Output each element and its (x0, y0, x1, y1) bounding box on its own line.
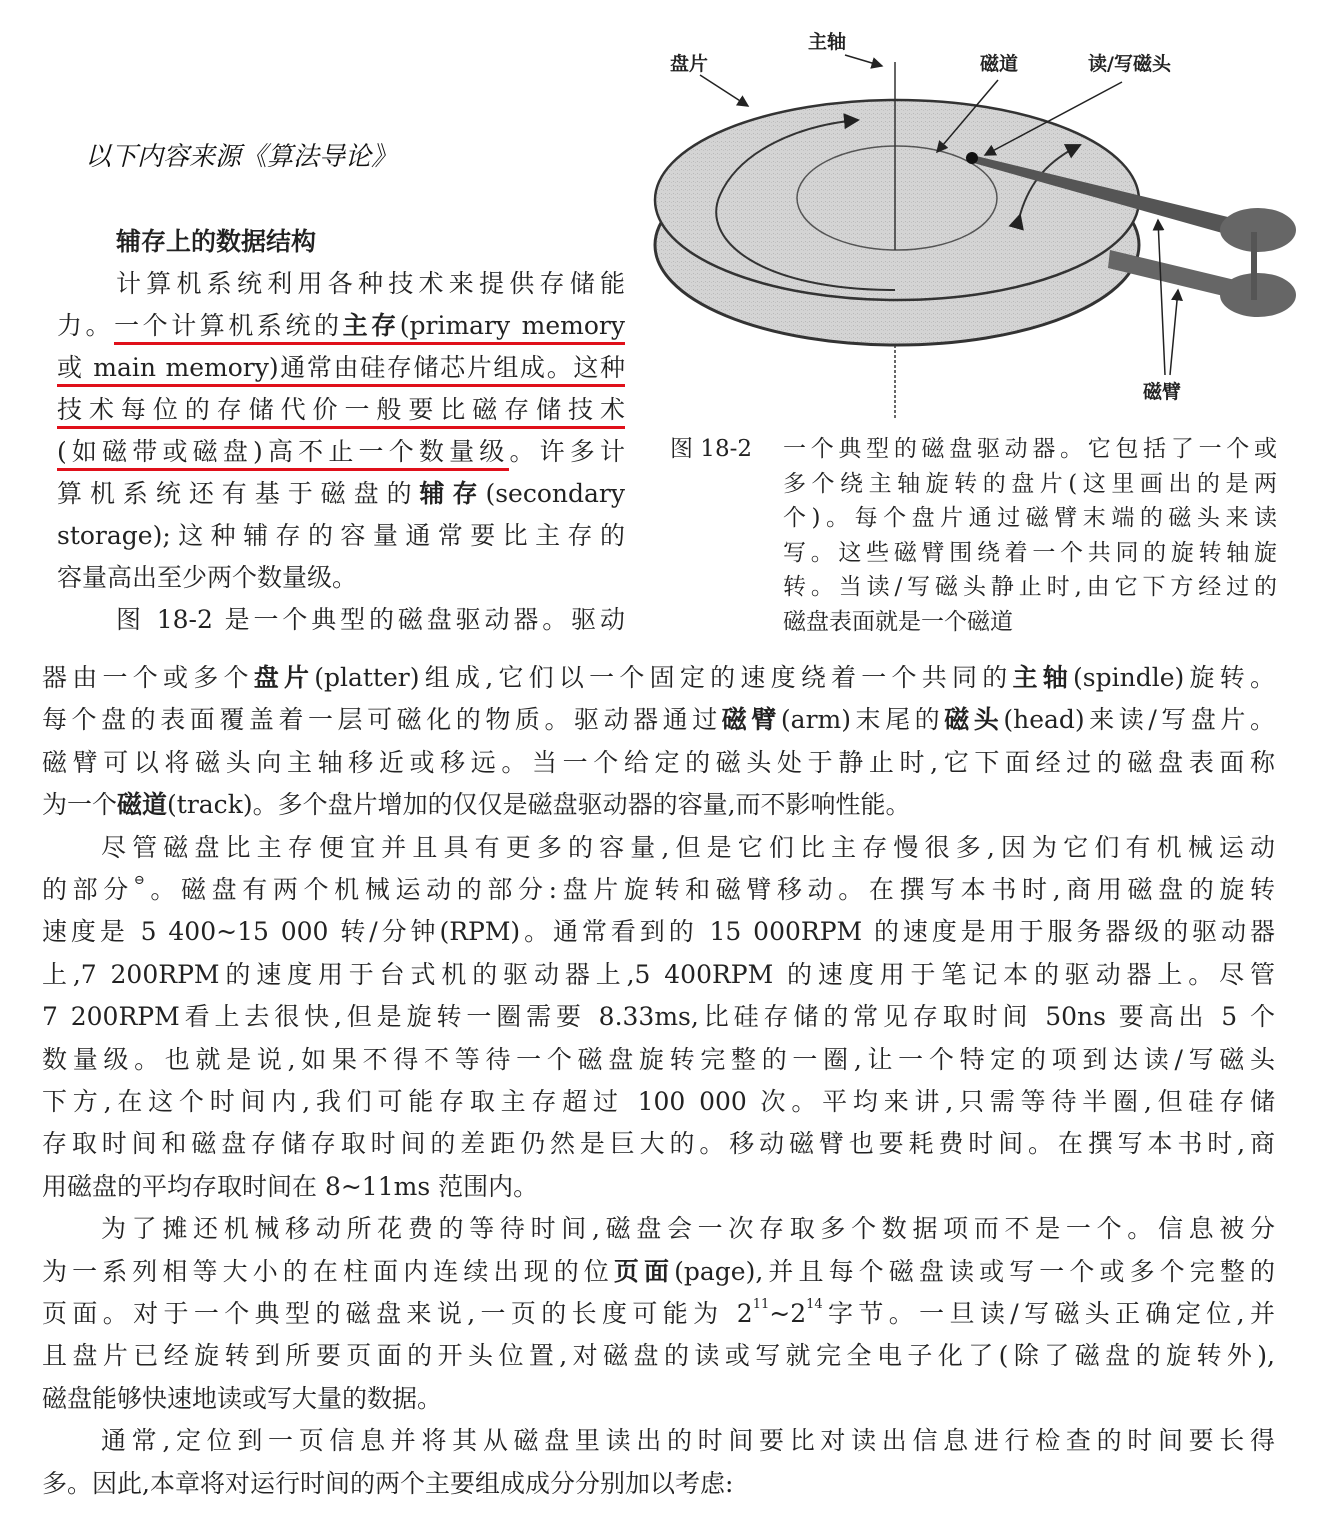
text-segment: 为一个 (42, 790, 118, 820)
text-segment: 多。因此,本章将对运行时间的两个主要组成成分分别加以考虑: (42, 1468, 734, 1498)
text-line (57, 352, 625, 384)
text-segment: 计算机系统利用各种技术来提供存储能 (116, 269, 625, 298)
text-segment: storage);这种辅存的容量通常要比主存的 (57, 521, 625, 550)
text-segment: 的部分 (42, 875, 134, 904)
underlined-text: (如磁带或磁盘)高不止一个数量级 (57, 437, 509, 471)
arm-axis (1251, 232, 1257, 300)
arm-pointer-2 (1170, 290, 1178, 375)
text-line (42, 1128, 1275, 1160)
upper-platter (655, 100, 1139, 300)
text-line (57, 394, 625, 426)
text-segment: 上,7 200RPM的速度用于台式机的驱动器上,5 400RPM 的速度用于笔记本的驱动器上。尽管 (42, 959, 1275, 989)
text-line (42, 1044, 1275, 1076)
read-write-head (966, 152, 978, 164)
text-segment: 磁盘能够快速地读或写大量的数据。 (42, 1383, 443, 1413)
underlined-text: 一个计算机系统的 (114, 311, 342, 345)
bold-term: 磁臂 (721, 705, 781, 735)
label-arm: 磁臂 (1143, 381, 1182, 403)
text-segment: (platter)组成,它们以一个固定的速度绕着一个共同的 (314, 663, 1013, 692)
text-segment: 速度是 5 400~15 000 转/分钟(RPM)。通常看到的 15 000RPM 的速度是用于服务器级的驱动器 (42, 917, 1275, 947)
text-segment: 为一系列相等大小的在柱面内连续出现的位 (42, 1256, 614, 1286)
text-segment: 每个盘的表面覆盖着一层可磁化的物质。驱动器通过 (42, 705, 722, 735)
text-segment: ⊖ (133, 873, 145, 888)
text-line (42, 916, 1275, 948)
text-segment: 7 200RPM看上去很快,但是旋转一圈需要 8.33ms,比硅存储的常见存取时间 50ns 要高出 5 个 (42, 1002, 1275, 1032)
arm-pointer-1 (1158, 220, 1165, 375)
label-spindle: 主轴 (808, 31, 847, 53)
text-line (42, 1468, 1275, 1500)
text-segment: ~2 (769, 1299, 807, 1328)
text-segment: 11 (752, 1297, 770, 1312)
text-segment: 为了摊还机械移动所花费的等待时间,磁盘会一次存取多个数据项而不是一个。信息被分 (101, 1214, 1275, 1244)
text-segment: 图 18-2 是一个典型的磁盘驱动器。驱动 (116, 605, 625, 634)
bold-term: 辅存上的数据结构 (116, 227, 317, 256)
underlined-text: 技术每位的存储代价一般要比磁存储技术 (57, 395, 625, 429)
text-segment: (secondary (485, 479, 625, 508)
text-segment: 字节。一旦读/写磁头正确定位,并 (822, 1299, 1275, 1328)
text-line (42, 1256, 1275, 1288)
bold-term: 盘片 (253, 663, 315, 692)
text-segment: 通常,定位到一页信息并将其从磁盘里读出的时间要比对读出信息进行检查的时间要长得 (101, 1426, 1275, 1456)
text-segment: 且盘片已经旋转到所要页面的开头位置,对磁盘的读或写就完全电子化了(除了磁盘的旋转外), (42, 1341, 1275, 1371)
text-line (101, 1425, 1275, 1457)
spindle-pointer (845, 55, 882, 66)
text-segment: 存取时间和磁盘存储存取时间的差距仍然是巨大的。移动磁臂也要耗费时间。在撰写本书时,商 (42, 1129, 1275, 1159)
caption-line: 个)。每个盘片通过磁臂末端的磁头来读 (783, 505, 1277, 532)
text-line (57, 520, 625, 552)
bold-term: 主轴 (1012, 663, 1074, 692)
lower-arm-pivot (1220, 273, 1296, 317)
text-line (101, 832, 1275, 864)
text-line (57, 562, 625, 594)
text-segment: (arm)末尾的 (780, 705, 945, 735)
text-segment: 用磁盘的平均存取时间在 8~11ms 范围内。 (42, 1171, 539, 1201)
text-line (101, 1213, 1275, 1245)
text-line (42, 874, 1275, 906)
label-track: 磁道 (980, 53, 1019, 75)
bold-term: 页面 (613, 1256, 675, 1286)
text-line (42, 662, 1275, 694)
text-segment: 页面。对于一个典型的磁盘来说,一页的长度可能为 2 (42, 1299, 753, 1328)
text-segment: 尽管磁盘比主存便宜并且具有更多的容量,但是它们比主存慢很多,因为它们有机械运动 (101, 832, 1275, 862)
text-segment: (head)来读/写盘片。 (1003, 705, 1275, 735)
text-line (57, 436, 625, 468)
label-head: 读/写磁头 (1088, 53, 1171, 75)
text-line (42, 789, 1275, 821)
text-line (42, 1340, 1275, 1372)
upper-arm-pivot (1220, 208, 1296, 252)
bold-term: 辅存 (419, 479, 486, 508)
text-line (42, 1001, 1275, 1033)
underlined-text: 或 main memory)通常由硅存储芯片组成。这种 (57, 353, 625, 387)
caption-line: 磁盘表面就是一个磁道 (783, 609, 1013, 635)
text-line (116, 604, 625, 636)
text-segment: (page),并且每个磁盘读或写一个或多个完整的 (674, 1256, 1275, 1286)
text-segment: 下方,在这个时间内,我们可能存取主存超过 100 000 次。平均来讲,只需等待半圈,但硅存储 (42, 1087, 1275, 1116)
underlined-text: (primary memory (400, 311, 625, 345)
caption-line: 转。当读/写磁头静止时,由它下方经过的 (783, 574, 1277, 601)
text-segment: 。许多计 (509, 437, 625, 466)
text-segment: 14 (806, 1297, 823, 1312)
text-line (116, 226, 625, 258)
caption-line: 一个典型的磁盘驱动器。它包括了一个或 (783, 436, 1277, 462)
text-segment: 力。 (57, 311, 115, 340)
figure-number: 图 18-2 (670, 436, 752, 462)
text-line (42, 1171, 1275, 1203)
underlined-text: 主存 (343, 311, 400, 345)
caption-line: 多个绕主轴旋转的盘片(这里画出的是两 (783, 470, 1277, 497)
text-line (42, 704, 1275, 736)
text-segment: 器由一个或多个 (42, 663, 254, 692)
bold-term: 磁头 (944, 705, 1004, 735)
text-line (116, 268, 625, 300)
platter-pointer (700, 75, 748, 106)
text-segment: 算机系统还有基于磁盘的 (57, 479, 420, 508)
source-note: 以下内容来源《算法导论》 (85, 142, 398, 172)
text-line (42, 747, 1275, 779)
caption-line: 写。这些磁臂围绕着一个共同的旋转轴旋 (783, 539, 1277, 566)
text-line (57, 310, 625, 342)
text-segment: 容量高出至少两个数量级。 (57, 563, 358, 592)
text-line (42, 959, 1275, 991)
text-line (42, 1383, 1275, 1415)
label-platter: 盘片 (670, 53, 709, 75)
text-segment: (track)。多个盘片增加的仅仅是磁盘驱动器的容量,而不影响性能。 (167, 790, 911, 820)
text-segment: 磁臂可以将磁头向主轴移近或移远。当一个给定的磁头处于静止时,它下面经过的磁盘表面称 (42, 747, 1275, 777)
bold-term: 磁道 (117, 790, 168, 820)
text-segment: 。磁盘有两个机械运动的部分:盘片旋转和磁臂移动。在撰写本书时,商用磁盘的旋转 (144, 875, 1275, 904)
text-segment: (spindle)旋转。 (1073, 663, 1275, 692)
text-segment: 数量级。也就是说,如果不得不等待一个磁盘旋转完整的一圈,让一个特定的项到达读/写磁头 (42, 1044, 1275, 1074)
text-line (42, 1298, 1275, 1330)
text-line (57, 478, 625, 510)
text-line (42, 1086, 1275, 1118)
